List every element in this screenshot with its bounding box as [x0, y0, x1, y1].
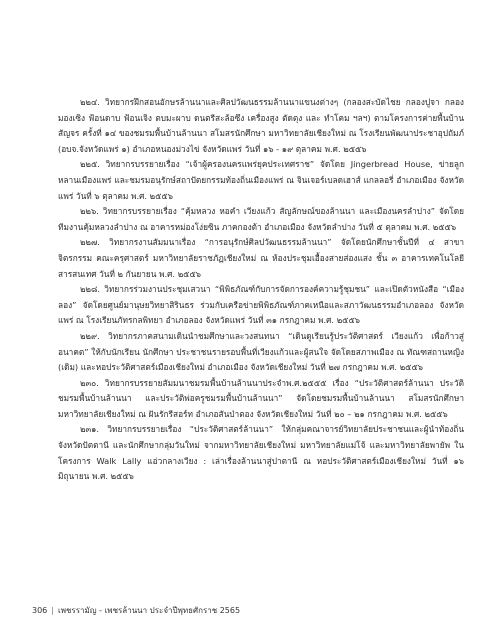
- list-item: ๒๒๔. วิทยากรฝึกสอนอักษรล้านนาและศิลปวัฒนธรรมล้านนาแขนงต่างๆ (กลองสะบัดไชย กลองปูจา กลองมองเซิง ฟ้อนดาบ ฟ้อนเจิง ตบมะผาบ ดนตรีสะล้อซึง เครื่องสูง ตัดตุง และ ทำโคม ฯลฯ) ตามโครงการค่ายพื้นบ้านสัญจร ครั้งที่ ๑๔ ของชมรมพื้นบ้านล้านนา สโมสรนักศึกษา มหาวิทยาลัยเชียงใหม่ ณ โรงเรียนพัฒนาประชาอุปถัมภ์ (อบจ.จังหวัดแพร่ ๑) อำเภอหนองม่วงไข่ จังหวัดแพร่ วันที่ ๑๖ - ๑๙ ตุลาคม พ.ศ. ๒๕๕๖: [58, 97, 464, 154]
- award-list: [58, 95, 464, 485]
- publication-title: เพชรรามัญ - เพชรล้านนา ประจำปีพุทธศักราช 2565: [57, 606, 241, 615]
- page-footer: [32, 604, 240, 617]
- list-item: ๒๒๖. วิทยากรบรรยายเรื่อง “คุ้มหลวง หอคำ เวียงแก้ว สัญลักษณ์ของล้านนา และเมืองนครลำปาง” จัดโดยทีมงานคุ้มหลวงลำปาง ณ อาคารหม่องโง่ยซิน ภาคกองต้า อำเภอเมือง จังหวัดลำปาง วันที่ ๕ ตุลาคม พ.ศ. ๒๕๕๖: [58, 206, 464, 232]
- list-item: ๒๓๐. วิทยากรบรรยายสัมมนาชมรมพื้นบ้านล้านนาประจำพ.ศ.๒๕๕๕ เรื่อง “ประวัติศาสตร์ล้านนา ประวัติชมรมพื้นบ้านล้านนา และประวัติพ่อครูชมรมพื้นบ้านล้านนา” จัดโดยชมรมพื้นบ้านล้านนา สโมสรนักศึกษา มหาวิทยาลัยเชียงใหม่ ณ ฝันรักรีสอร์ท อำเภอสันป่าตอง จังหวัดเชียงใหม่ วันที่ ๒๐ – ๒๑ กรกฎาคม พ.ศ. ๒๕๕๖: [58, 377, 464, 419]
- list-item: ๒๒๕. วิทยากรบรรยายเรื่อง “เจ้าผู้ครองนครแพร่ยุคประเทศราช” จัดโดย Jingerbread House, ข่ายลูกหลานเมืองแพร่ และชมรมอนุรักษ์สถาปัตยกรรมท้องถิ่นเมืองแพร่ ณ จินเจอร์เบลดเฮาส์ แกลลอรี่ อำเภอเมือง จังหวัดแพร่ วันที่ ๖ ตุลาคม พ.ศ. ๒๕๕๖: [58, 159, 464, 201]
- list-item: ๒๒๘. วิทยากรร่วมงานประชุมเสวนา “พิพิธภัณฑ์กับการจัดการองค์ความรู้ชุมชน” และเปิดตัวหนังสือ “เมืองลอง” จัดโดยศูนย์มานุษยวิทยาสิรินธร ร่วมกับเครือข่ายพิพิธภัณฑ์ภาคเหนือและสภาวัฒนธรรมอำเภอลอง จังหวัดแพร่ ณ โรงเรียนภัทรกลพิทยา อำเภอลอง จังหวัดแพร่ วันที่ ๓๑ กรกฎาคม พ.ศ. ๒๕๕๖: [58, 284, 464, 326]
- list-item: ๒๒๙. วิทยากรภาคสนามเดินนำชมศึกษาและวงสนทนา “เดินดูเรียนรู้ประวัติศาสตร์ เวียงแก้ว เพื่อก้าวสู่อนาคต” ให้กับนักเรียน นักศึกษา ประชาชนรายรอบพื้นที่เวียงแก้วและผู้สนใจ จัดโดยสภาพเมือง ณ ทัณฑสถานหญิง (เดิม) และหอประวัติศาสตร์เมืองเชียงใหม่ อำเภอเมือง จังหวัดเชียงใหม่ วันที่ ๒๗ กรกฎาคม พ.ศ. ๒๕๕๖: [58, 330, 464, 373]
- page-number: 306: [32, 606, 48, 615]
- footer-separator: |: [51, 606, 54, 615]
- list-item: ๒๓๑. วิทยากรบรรยายเรื่อง “ประวัติศาสตร์ล้านนา” ให้กลุ่มคณาจารย์วิทยาลัยประชาชนและผู้นำท้องถิ่น จังหวัดปัตตานี และนักศึกษากลุ่มวันใหม่ จากมหาวิทยาลัยเชียงใหม่ มหาวิทยาลัยแม่โจ้ และมหาวิทยาลัยพายัพ ในโครงการ Walk Lally แอ่วกลางเวียง : เล่าเรื่องล้านนาสู่ปาตานี ณ หอประวัติศาสตร์เมืองเชียงใหม่ วันที่ ๑๖ มิถุนายน พ.ศ. ๒๕๕๖: [58, 424, 464, 482]
- list-item: ๒๒๗. วิทยากรงานสัมมนาเรื่อง “การอนุรักษ์ศิลปวัฒนธรรมล้านนา” จัดโดยนักศึกษาชั้นปีที่ ๔ สาขาจิตรกรรม คณะครุศาสตร์ มหาวิทยาลัยราชภัฏเชียงใหม่ ณ ห้องประชุมเอื้องสายส่องแสง ชั้น ๓ อาคารเทคโนโลยีสารสนเทศ วันที่ ๒ กันยายน พ.ศ. ๒๕๕๖: [58, 237, 464, 279]
